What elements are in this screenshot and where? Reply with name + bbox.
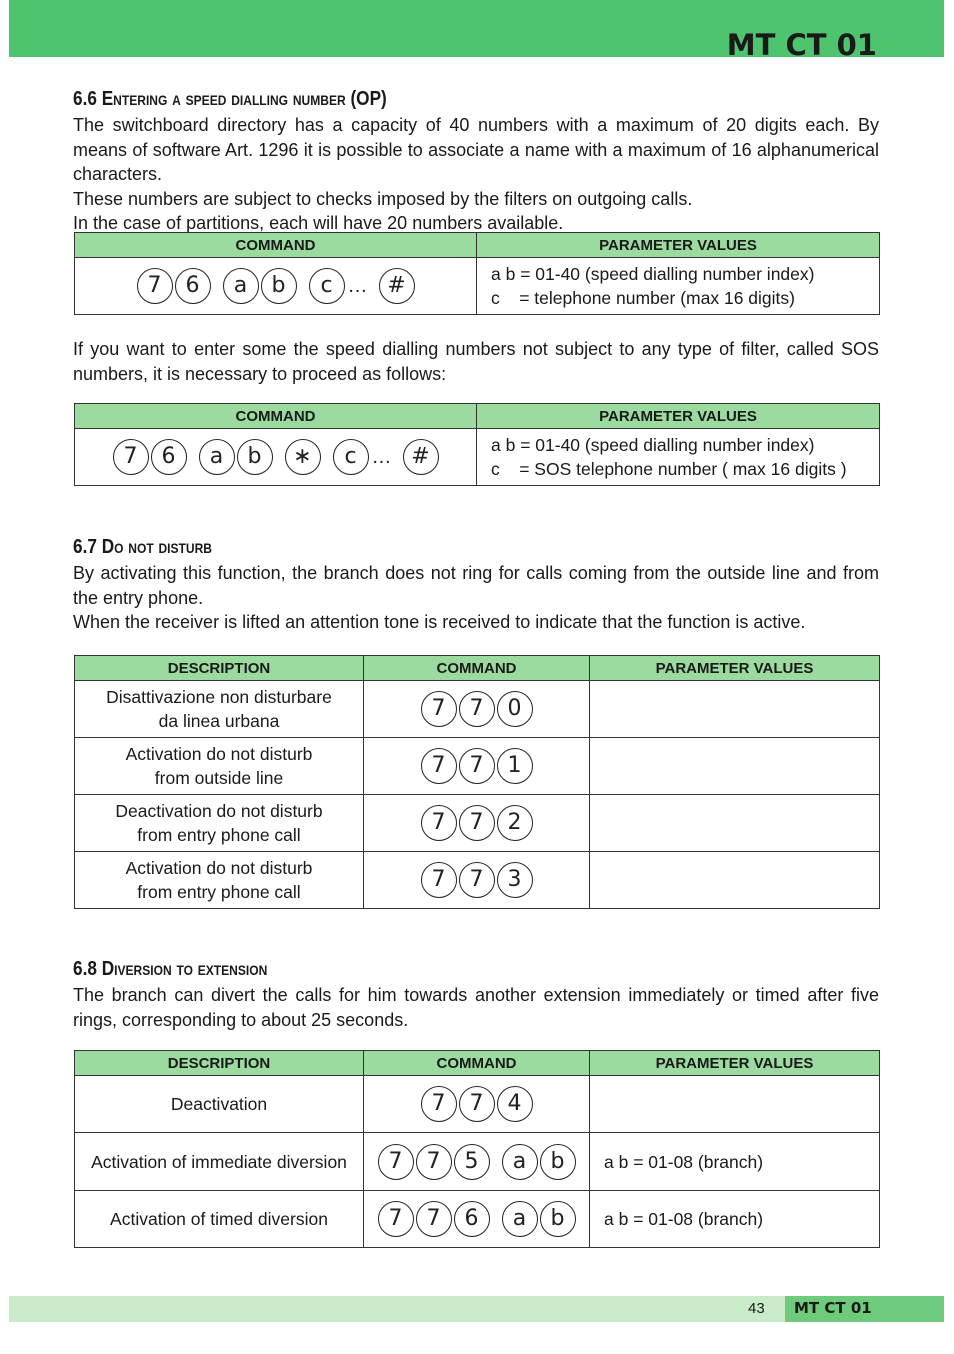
description-cell: Activation of timed diversion [75, 1191, 364, 1248]
column-header: PARAMETER VALUES [590, 656, 880, 681]
key-button: 7 [378, 1144, 414, 1180]
parameter-cell [590, 738, 880, 795]
column-header: COMMAND [75, 233, 477, 258]
parameter-cell: a b = 01-08 (branch) [590, 1191, 880, 1248]
paragraph: By activating this function, the branch does not ring for calls coming from the outside line and from the entry phone. [73, 563, 879, 608]
column-header: PARAMETER VALUES [477, 233, 880, 258]
command-cell [364, 1076, 590, 1133]
ellipsis: … [347, 274, 368, 297]
parameter-cell: a b = 01-08 (branch) [590, 1133, 880, 1191]
diversion-table [74, 1050, 880, 1248]
key-button: b [261, 268, 297, 304]
key-button: 4 [497, 1086, 533, 1122]
paragraph: When the receiver is lifted an attention tone is received to indicate that the function is active. [73, 612, 806, 632]
column-header: COMMAND [75, 404, 477, 429]
key-button: 7 [459, 748, 495, 784]
key-button: 5 [454, 1144, 490, 1180]
description-cell: Deactivation do not disturb from entry phone call [75, 795, 364, 852]
document-title: MT CT 01 [726, 28, 877, 62]
parameter-cell [590, 852, 880, 909]
section-6-7 [73, 536, 879, 635]
key-button: 6 [454, 1201, 490, 1237]
column-header: PARAMETER VALUES [477, 404, 880, 429]
column-header: COMMAND [364, 1051, 590, 1076]
sos-intro [73, 337, 879, 386]
description-cell: Activation of immediate diversion [75, 1133, 364, 1191]
command-cell [364, 681, 590, 738]
table-row [75, 681, 880, 738]
key-button: 7 [421, 1086, 457, 1122]
command-cell [75, 429, 477, 486]
column-header: DESCRIPTION [75, 656, 364, 681]
key-button: 7 [416, 1201, 452, 1237]
key-button: a [502, 1144, 538, 1180]
description-cell: Disattivazione non disturbare da linea urbana [75, 681, 364, 738]
command-cell [364, 795, 590, 852]
key-button: c [309, 268, 345, 304]
key-button: b [237, 439, 273, 475]
column-header: PARAMETER VALUES [590, 1051, 880, 1076]
key-button: 6 [151, 439, 187, 475]
section-heading: 6.8 Diversion to extension [73, 958, 268, 980]
key-button: 7 [459, 805, 495, 841]
key-button: 1 [497, 748, 533, 784]
key-button: 7 [137, 268, 173, 304]
table-row [75, 1191, 880, 1248]
parameter-cell [590, 1076, 880, 1133]
command-cell [364, 852, 590, 909]
key-button: 6 [175, 268, 211, 304]
key-button: 7 [459, 1086, 495, 1122]
key-button: a [502, 1201, 538, 1237]
command-cell [364, 1191, 590, 1248]
column-header: DESCRIPTION [75, 1051, 364, 1076]
parameter-cell [590, 795, 880, 852]
footer-title: MT CT 01 [794, 1299, 872, 1317]
key-button: 7 [421, 805, 457, 841]
key-button: 7 [459, 691, 495, 727]
description-cell: Activation do not disturb from entry phone call [75, 852, 364, 909]
key-button: a [223, 268, 259, 304]
parameter-cell: a b = 01-40 (speed dialling number index) c = telephone number (max 16 digits) [477, 258, 880, 315]
speed-dial-command-table [74, 232, 880, 315]
paragraph: These numbers are subject to checks imposed by the filters on outgoing calls. [73, 188, 693, 209]
command-cell [364, 1133, 590, 1191]
parameter-cell: a b = 01-40 (speed dialling number index) c = SOS telephone number ( max 16 digits ) [477, 429, 880, 486]
key-button: 3 [497, 862, 533, 898]
key-button: 7 [421, 862, 457, 898]
section-heading: 6.6 Entering a speed dialling number (OP) [73, 88, 387, 110]
key-button: 7 [421, 748, 457, 784]
section-heading: 6.7 Do not disturb [73, 536, 212, 558]
key-button: # [379, 268, 415, 304]
paragraph: If you want to enter some the speed dialling numbers not subject to any type of filter, called SOS numbers, it is necessary to proceed as follows: [73, 339, 879, 384]
key-button: 0 [497, 691, 533, 727]
key-button: 7 [113, 439, 149, 475]
table-row [75, 738, 880, 795]
page-number: 43 [748, 1300, 765, 1317]
sos-command-table [74, 403, 880, 486]
table-row [75, 1133, 880, 1191]
description-cell: Activation do not disturb from outside line [75, 738, 364, 795]
key-button: 7 [416, 1144, 452, 1180]
description-cell: Deactivation [75, 1076, 364, 1133]
key-button: b [540, 1144, 576, 1180]
section-6-6 [73, 88, 879, 236]
command-cell [364, 738, 590, 795]
command-cell [75, 258, 477, 315]
paragraph: In the case of partitions, each will have 20 numbers available. [73, 213, 564, 233]
key-button: 2 [497, 805, 533, 841]
table-row [75, 795, 880, 852]
paragraph: The switchboard directory has a capacity of 40 numbers with a maximum of 20 digits each. By means of software Art. 1296 it is possible to associate a name with a maximum of 16 alphanumerical characters. [73, 115, 879, 184]
column-header: COMMAND [364, 656, 590, 681]
key-button: # [403, 439, 439, 475]
key-button: 7 [459, 862, 495, 898]
section-6-8 [73, 958, 879, 1032]
paragraph: The branch can divert the calls for him towards another extension immediately or timed after five rings, corresponding to about 25 seconds. [73, 985, 879, 1030]
key-button: c [333, 439, 369, 475]
parameter-cell [590, 681, 880, 738]
table-row [75, 1076, 880, 1133]
key-button: a [199, 439, 235, 475]
ellipsis: … [371, 445, 392, 468]
key-button: 7 [378, 1201, 414, 1237]
key-button: b [540, 1201, 576, 1237]
key-button: 7 [421, 691, 457, 727]
table-row [75, 852, 880, 909]
star-key-button: ∗ [285, 439, 321, 475]
do-not-disturb-table [74, 655, 880, 909]
